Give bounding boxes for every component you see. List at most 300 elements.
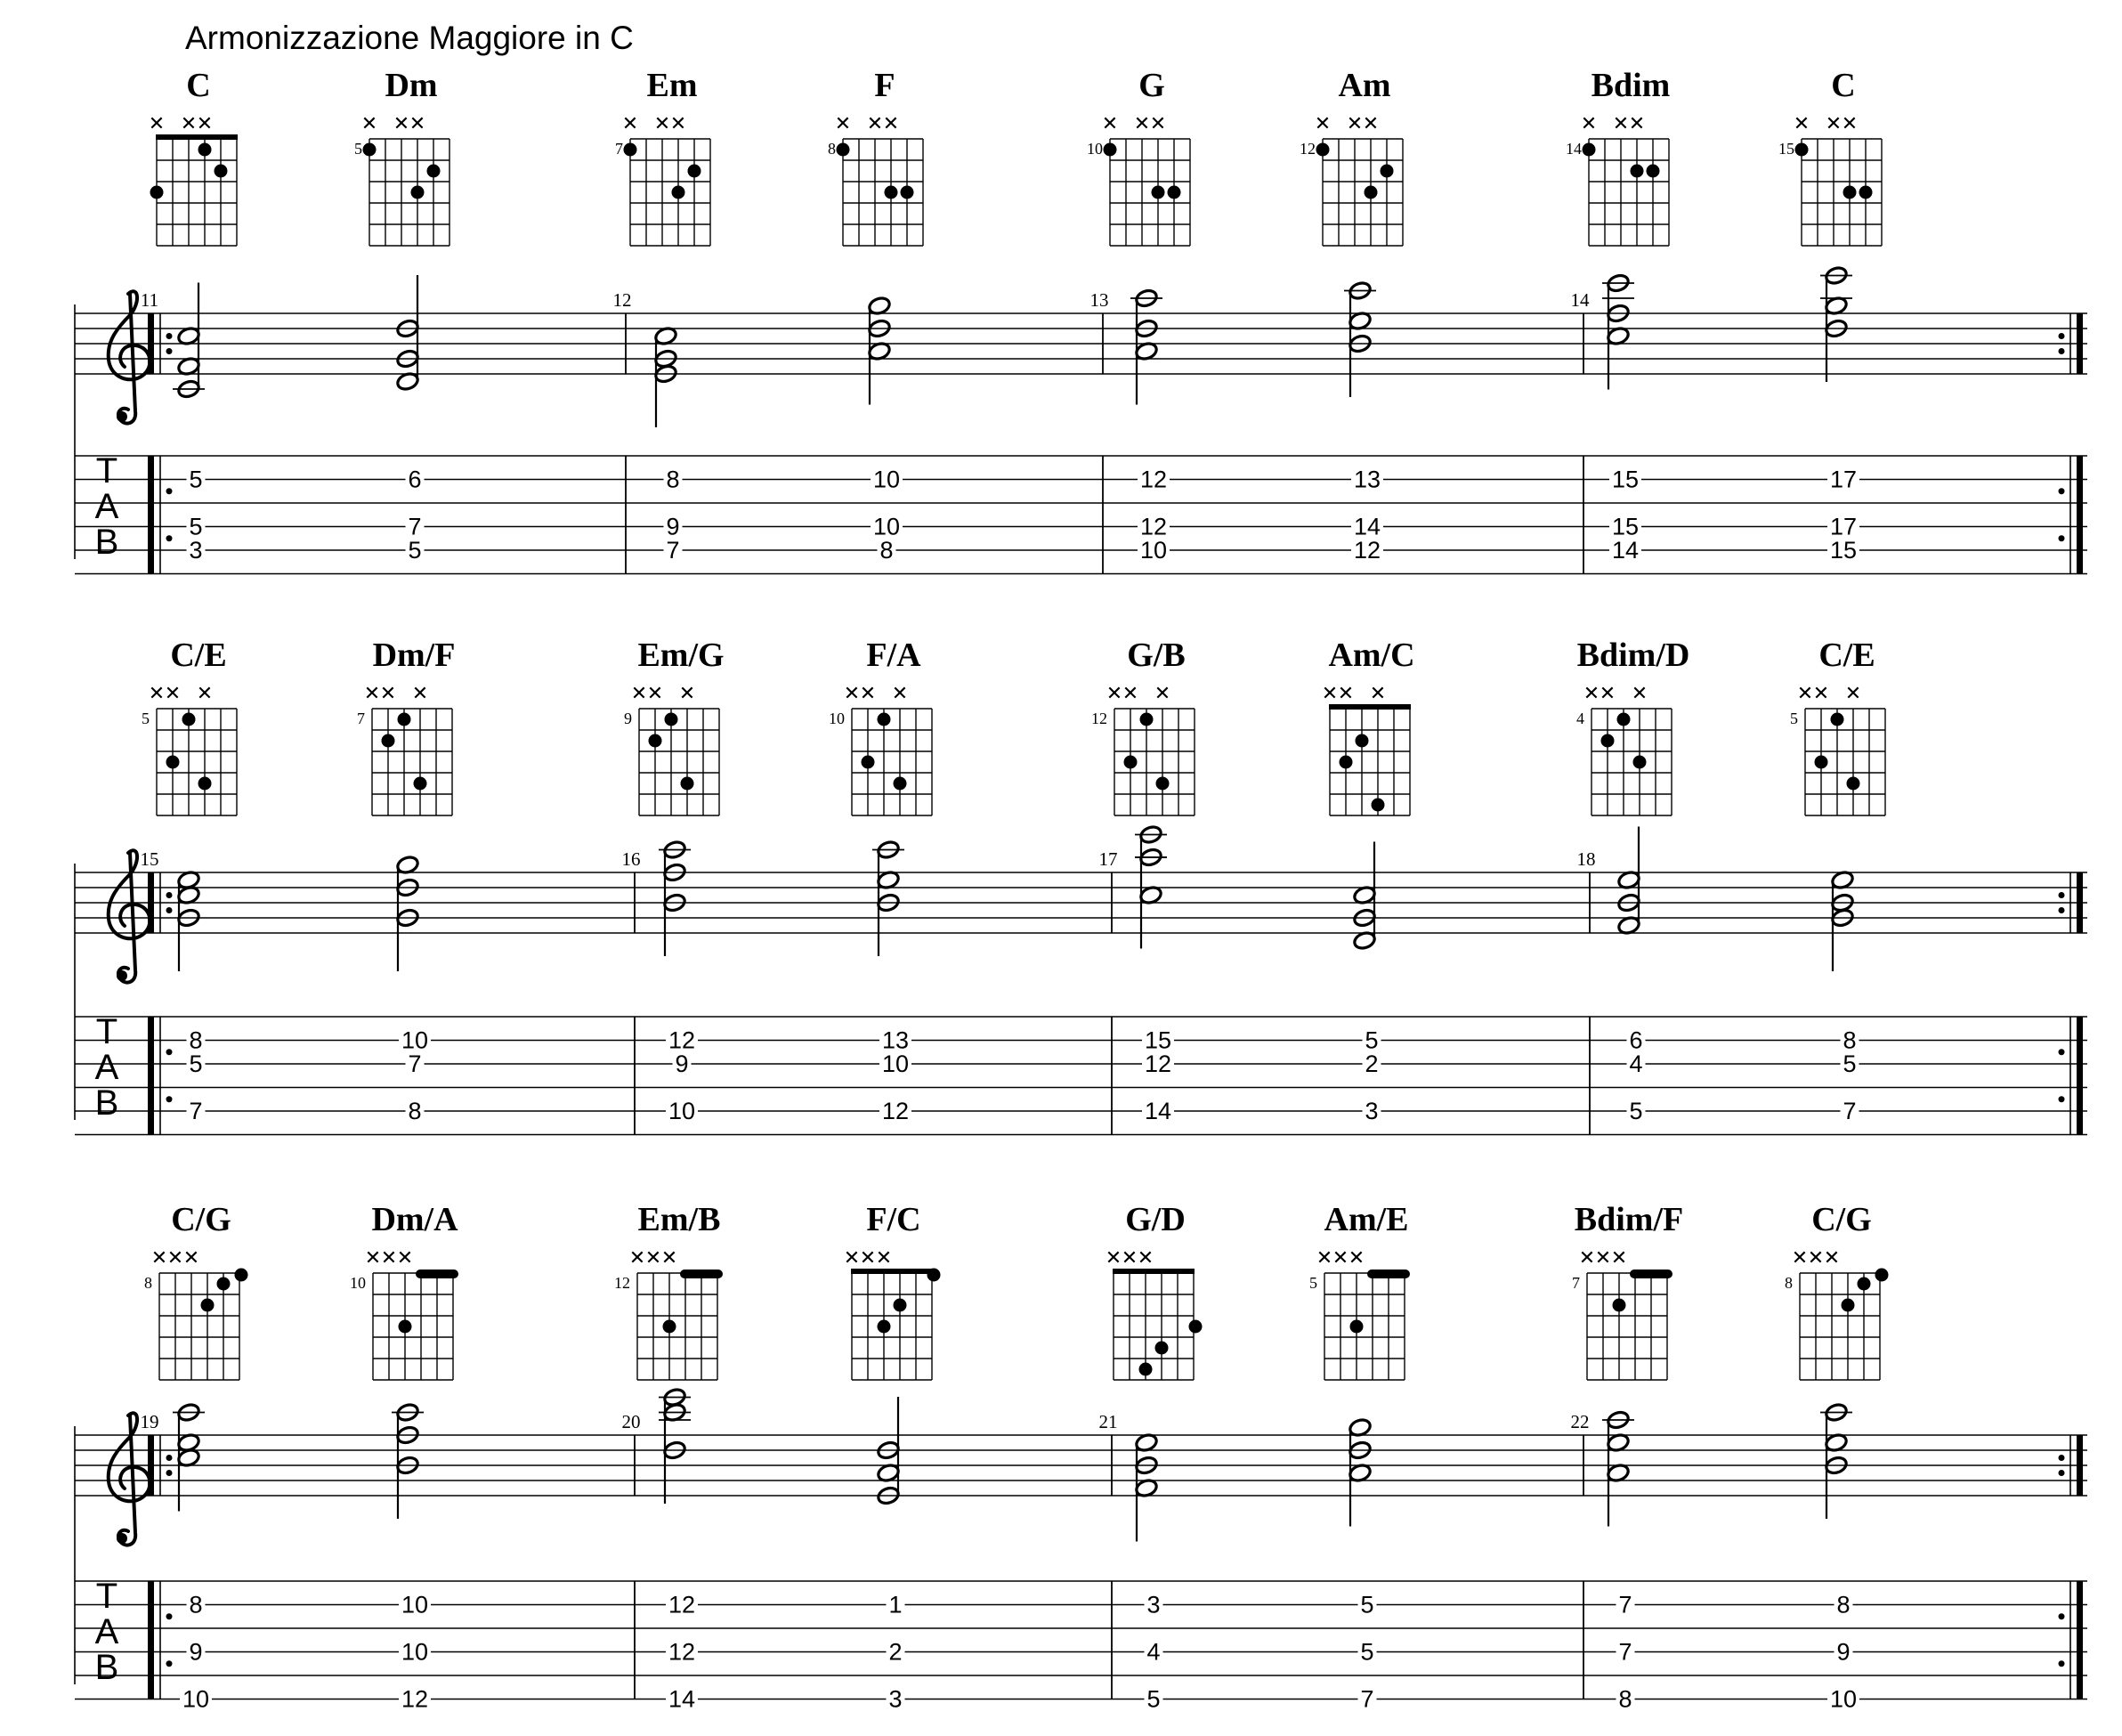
muted-string-icon: ✕ (180, 113, 198, 135)
finger-dot (235, 1269, 248, 1282)
fret-position: 8 (828, 140, 836, 158)
muted-string-icon: ✕ (644, 1247, 662, 1270)
muted-string-icon: ✕ (660, 1247, 678, 1270)
tab-clef-letter: B (94, 1083, 119, 1123)
fret-position: 9 (624, 710, 632, 727)
finger-dot (837, 143, 850, 157)
finger-dot (878, 1320, 891, 1334)
fret-position: 12 (1300, 140, 1316, 158)
finger-dot (1815, 756, 1828, 769)
measure-number: 12 (612, 289, 632, 311)
chord-notes (1135, 824, 1167, 948)
muted-string-icon: ✕ (1154, 683, 1171, 705)
chord-diagram-dm-over-a (350, 1201, 458, 1380)
muted-string-icon: ✕ (646, 683, 664, 705)
fret-position: 14 (1566, 140, 1582, 158)
tab-fret-number: 5 (189, 466, 203, 493)
chord-notes (1830, 870, 1854, 971)
treble-clef-icon (109, 1413, 150, 1545)
tab-fret-number: 8 (1618, 1685, 1632, 1713)
chord-name: C (186, 67, 211, 104)
half-note (1602, 1410, 1634, 1431)
chord-notes (1820, 265, 1852, 382)
muted-string-icon: ✕ (859, 1247, 877, 1270)
finger-dot (1356, 734, 1369, 748)
muted-string-icon: ✕ (628, 1247, 646, 1270)
half-note (659, 840, 691, 860)
tab-fret-number: 3 (1365, 1098, 1379, 1124)
measure-number: 17 (1098, 848, 1118, 870)
muted-string-icon: ✕ (360, 113, 378, 135)
tab-fret-number: 5 (1146, 1685, 1161, 1713)
tab-fret-number: 13 (881, 1026, 910, 1054)
repeat-dot (2059, 1455, 2065, 1461)
half-note (1820, 1402, 1852, 1423)
finger-dot (1617, 713, 1631, 726)
half-note (1344, 280, 1376, 301)
tab-fret-number: 12 (1144, 1051, 1172, 1077)
finger-dot (681, 777, 694, 791)
repeat-dot (166, 535, 173, 541)
muted-string-icon: ✕ (380, 1247, 398, 1270)
finger-dot (901, 186, 914, 199)
chord-diagram-f-over-c (844, 1201, 941, 1380)
chord-notes (1130, 288, 1162, 405)
tab-fret-number: 9 (666, 513, 680, 540)
chord-diagram-am-over-e (1309, 1201, 1410, 1380)
repeat-dot (166, 488, 173, 494)
muted-string-icon: ✕ (1137, 1247, 1154, 1270)
muted-string-icon: ✕ (1106, 683, 1123, 705)
chord-notes (659, 840, 691, 956)
tab-fret-number: 12 (1353, 537, 1381, 564)
tab-clef-letter: B (94, 1648, 119, 1687)
chord-name: Bdim (1591, 67, 1671, 104)
muted-string-icon: ✕ (678, 683, 696, 705)
chord-name: Dm (385, 67, 438, 104)
finger-dot (1365, 186, 1378, 199)
tab-fret-number: 7 (408, 1051, 422, 1077)
measure-number: 14 (1570, 289, 1590, 311)
fret-position: 5 (1309, 1274, 1317, 1292)
tab-fret-number: 9 (1836, 1638, 1851, 1666)
finger-dot (1140, 713, 1154, 726)
muted-string-icon: ✕ (396, 1247, 414, 1270)
measure-number: 19 (140, 1411, 159, 1432)
muted-string-icon: ✕ (164, 683, 182, 705)
tab-fret-number: 5 (1629, 1098, 1643, 1124)
muted-string-icon: ✕ (653, 113, 671, 135)
fret-position: 7 (1572, 1274, 1580, 1292)
tab-fret-number: 15 (1611, 466, 1640, 493)
finger-dot (1647, 165, 1660, 178)
finger-dot (1613, 1299, 1626, 1312)
fret-position: 8 (1785, 1274, 1793, 1292)
tab-fret-number: 8 (879, 537, 894, 564)
repeat-dot (2059, 488, 2065, 494)
system-1 (75, 67, 2087, 574)
muted-string-icon: ✕ (1594, 1247, 1612, 1270)
muted-string-icon: ✕ (1628, 113, 1646, 135)
tab-fret-number: 10 (401, 1638, 429, 1666)
finger-dot (398, 713, 411, 726)
muted-string-icon: ✕ (364, 1247, 382, 1270)
repeat-start-bar (148, 1581, 154, 1699)
repeat-end-bar (2077, 1017, 2083, 1135)
chord-notes (1348, 1417, 1372, 1526)
finger-dot (215, 165, 228, 178)
tab-fret-number: 14 (668, 1685, 696, 1713)
chord-name: G (1138, 67, 1165, 104)
chord-diagram-c-over-e (1790, 637, 1885, 815)
repeat-start-bar (148, 1017, 154, 1135)
tab-clef-letter: A (94, 1048, 119, 1087)
finger-dot (663, 1320, 676, 1334)
finger-dot (1601, 734, 1615, 748)
repeat-dot (166, 892, 173, 898)
muted-string-icon: ✕ (1122, 683, 1139, 705)
fret-position: 7 (357, 710, 365, 727)
chord-diagram-em (615, 67, 710, 246)
finger-dot (198, 777, 212, 791)
finger-dot (166, 756, 180, 769)
repeat-dot (2059, 907, 2065, 913)
repeat-dot (2059, 1613, 2065, 1619)
finger-dot (1858, 1278, 1871, 1291)
chord-diagram-c (149, 67, 238, 246)
repeat-dot (2059, 333, 2065, 339)
chord-diagram-f-over-a (829, 637, 932, 815)
repeat-dot (166, 907, 173, 913)
finger-dot (1795, 143, 1809, 157)
muted-string-icon: ✕ (1149, 113, 1167, 135)
muted-string-icon: ✕ (1332, 1247, 1349, 1270)
repeat-end-bar (2077, 872, 2083, 933)
chord-diagram-f (828, 67, 923, 246)
finger-dot (399, 1320, 412, 1334)
tab-fret-number: 14 (1353, 513, 1381, 540)
treble-clef-icon (109, 850, 150, 982)
muted-string-icon: ✕ (891, 683, 909, 705)
finger-dot (1843, 186, 1857, 199)
chord-name: C/G (1811, 1201, 1872, 1238)
chord-name: C (1831, 67, 1856, 104)
muted-string-icon: ✕ (1812, 683, 1830, 705)
chord-notes (173, 1402, 205, 1511)
finger-dot (894, 1299, 907, 1312)
fret-position: 5 (354, 140, 362, 158)
chord-name: Dm/A (371, 1201, 458, 1238)
finger-dot (927, 1269, 941, 1282)
finger-dot (1156, 777, 1170, 791)
muted-string-icon: ✕ (882, 113, 900, 135)
tab-fret-number: 5 (1360, 1638, 1374, 1666)
muted-string-icon: ✕ (148, 683, 166, 705)
finger-dot (894, 777, 907, 791)
repeat-dot (166, 1455, 173, 1461)
tab-fret-number: 4 (1146, 1638, 1161, 1666)
muted-string-icon: ✕ (1369, 683, 1387, 705)
finger-dot (414, 777, 427, 791)
tab-fret-number: 3 (1146, 1591, 1161, 1618)
finger-dot (862, 756, 875, 769)
finger-dot (1831, 713, 1844, 726)
tab-fret-number: 7 (1843, 1098, 1857, 1124)
muted-string-icon: ✕ (166, 1247, 184, 1270)
tab-fret-number: 2 (888, 1638, 903, 1666)
repeat-dot (166, 348, 173, 354)
tab-fret-number: 7 (666, 537, 680, 564)
tab-fret-number: 8 (666, 466, 680, 493)
muted-string-icon: ✕ (875, 1247, 893, 1270)
tab-fret-number: 12 (1139, 513, 1168, 540)
finger-dot (1189, 1320, 1203, 1334)
muted-string-icon: ✕ (1807, 1247, 1825, 1270)
muted-string-icon: ✕ (1825, 113, 1843, 135)
fret-position: 10 (829, 710, 845, 727)
tab-fret-number: 8 (1836, 1591, 1851, 1618)
chord-notes (653, 326, 677, 427)
tab-fret-number: 5 (189, 1051, 203, 1077)
muted-string-icon: ✕ (1631, 683, 1648, 705)
tab-fret-number: 7 (189, 1098, 203, 1124)
tab-fret-number: 12 (668, 1026, 696, 1054)
measure-number: 13 (1089, 289, 1109, 311)
tab-fret-number: 10 (401, 1591, 429, 1618)
chord-diagram-em-over-b (614, 1201, 723, 1380)
chord-notes (1602, 273, 1634, 390)
tab-fret-number: 12 (1139, 466, 1168, 493)
measure-number: 18 (1576, 848, 1596, 870)
fret-position: 10 (1087, 140, 1103, 158)
measure-number: 20 (621, 1411, 641, 1432)
repeat-end-bar (2077, 456, 2083, 574)
chord-name: F (874, 67, 895, 104)
chord-diagram-c-over-g (144, 1201, 248, 1380)
page-title: Armonizzazione Maggiore in C (185, 20, 634, 56)
tab-fret-number: 10 (881, 1051, 910, 1077)
chord-diagram-dm (354, 67, 450, 246)
chord-diagram-g (1087, 67, 1190, 246)
tab-clef-letter: T (95, 1577, 118, 1616)
chord-name: Em/B (637, 1201, 721, 1238)
chord-diagram-am (1300, 67, 1403, 246)
muted-string-icon: ✕ (393, 113, 410, 135)
chord-notes (173, 283, 205, 400)
fret-position: 4 (1576, 710, 1584, 727)
tab-staff (75, 1012, 2087, 1135)
tab-fret-number: 17 (1829, 513, 1858, 540)
finger-dot (878, 713, 891, 726)
tab-fret-number: 10 (182, 1685, 210, 1713)
repeat-start-bar (148, 872, 154, 933)
finger-dot (1340, 756, 1353, 769)
tab-fret-number: 15 (1829, 537, 1858, 564)
muted-string-icon: ✕ (1599, 683, 1616, 705)
muted-string-icon: ✕ (1316, 1247, 1333, 1270)
tab-fret-number: 5 (189, 513, 203, 540)
chord-diagram-g-over-b (1091, 637, 1195, 815)
muted-string-icon: ✕ (843, 683, 861, 705)
tab-fret-number: 12 (668, 1638, 696, 1666)
muted-string-icon: ✕ (1796, 683, 1814, 705)
chord-diagram-bdim-over-d (1576, 637, 1689, 815)
measure-number: 16 (621, 848, 641, 870)
chord-name: Bdim/F (1574, 1201, 1684, 1238)
repeat-dot (2059, 1096, 2065, 1102)
muted-string-icon: ✕ (630, 683, 648, 705)
tab-fret-number: 15 (1611, 513, 1640, 540)
finger-dot (688, 165, 701, 178)
repeat-dot (2059, 535, 2065, 541)
half-note (1602, 273, 1634, 294)
finger-dot (411, 186, 425, 199)
fret-position: 5 (142, 710, 150, 727)
chord-diagram-bdim-over-f (1572, 1201, 1683, 1380)
muted-string-icon: ✕ (621, 113, 639, 135)
muted-string-icon: ✕ (1362, 113, 1380, 135)
chord-name: Em (646, 67, 698, 104)
muted-string-icon: ✕ (363, 683, 381, 705)
tab-fret-number: 7 (1618, 1591, 1632, 1618)
tab-clef-letter: A (94, 487, 119, 526)
tab-fret-number: 8 (1843, 1026, 1857, 1054)
half-note (1130, 288, 1162, 309)
finger-dot (885, 186, 898, 199)
tab-fret-number: 1 (888, 1591, 903, 1618)
muted-string-icon: ✕ (148, 113, 166, 135)
tab-fret-number: 17 (1829, 466, 1858, 493)
finger-dot (1633, 756, 1647, 769)
system-2 (75, 637, 2087, 1135)
chord-name: F/A (866, 637, 921, 674)
finger-dot (649, 734, 662, 748)
tab-fret-number: 10 (1829, 1685, 1858, 1713)
muted-string-icon: ✕ (1314, 113, 1332, 135)
chord-notes (1352, 842, 1376, 951)
tab-fret-number: 8 (189, 1026, 203, 1054)
muted-string-icon: ✕ (1578, 1247, 1596, 1270)
half-note (872, 840, 904, 860)
chord-name: Am/E (1324, 1201, 1409, 1238)
muted-string-icon: ✕ (1321, 683, 1339, 705)
chord-name: G/D (1125, 1201, 1186, 1238)
finger-dot (1875, 1269, 1889, 1282)
half-note (392, 1402, 424, 1423)
muted-string-icon: ✕ (1841, 113, 1859, 135)
repeat-start-bar (148, 313, 154, 374)
muted-string-icon: ✕ (411, 683, 429, 705)
muted-string-icon: ✕ (834, 113, 852, 135)
measure-number: 11 (140, 289, 159, 311)
chord-name: G/B (1127, 637, 1186, 674)
finger-dot (382, 734, 395, 748)
repeat-dot (2059, 1049, 2065, 1055)
tab-fret-number: 7 (408, 513, 422, 540)
tab-fret-number: 5 (1360, 1591, 1374, 1618)
half-note (1135, 848, 1167, 868)
repeat-dot (2059, 1660, 2065, 1667)
finger-dot (217, 1278, 231, 1291)
finger-dot (1847, 777, 1860, 791)
chord-notes (659, 1387, 691, 1504)
chord-diagram-g-over-d (1106, 1201, 1203, 1380)
muted-string-icon: ✕ (669, 113, 687, 135)
measure-number: 22 (1570, 1411, 1590, 1432)
chord-diagram-am-over-c (1322, 637, 1415, 815)
fret-position: 5 (1790, 710, 1798, 727)
tab-fret-number: 5 (408, 537, 422, 564)
repeat-end-bar (2077, 1581, 2083, 1699)
tab-fret-number: 8 (189, 1591, 203, 1618)
staff (75, 1387, 2087, 1545)
chord-notes (1134, 1432, 1158, 1541)
tab-fret-number: 9 (189, 1638, 203, 1666)
tab-fret-number: 14 (1611, 537, 1640, 564)
chord-notes (392, 1402, 424, 1519)
half-note (173, 1402, 205, 1423)
finger-dot (1381, 165, 1394, 178)
finger-dot (1842, 1299, 1855, 1312)
tab-fret-number: 12 (668, 1591, 696, 1618)
finger-dot (1859, 186, 1873, 199)
system-3 (75, 1201, 2087, 1713)
finger-dot (150, 186, 164, 199)
chord-name: C/E (1818, 637, 1875, 674)
chord-diagram-c-over-g (1785, 1201, 1889, 1380)
finger-dot (1631, 165, 1644, 178)
fret-position: 10 (350, 1274, 366, 1292)
muted-string-icon: ✕ (1791, 1247, 1809, 1270)
tab-fret-number: 3 (888, 1685, 903, 1713)
muted-string-icon: ✕ (1121, 1247, 1138, 1270)
fret-position: 12 (614, 1274, 630, 1292)
repeat-start-bar (148, 456, 154, 574)
chord-diagram-dm-over-f (357, 637, 455, 815)
finger-dot (672, 186, 685, 199)
chord-name: Am (1338, 67, 1391, 104)
repeat-end-bar (2077, 1435, 2083, 1496)
muted-string-icon: ✕ (150, 1247, 168, 1270)
tab-fret-number: 12 (401, 1685, 429, 1713)
chord-name: Bdim/D (1576, 637, 1690, 674)
finger-dot (1316, 143, 1330, 157)
chord-notes (867, 296, 891, 404)
tab-fret-number: 10 (872, 466, 901, 493)
tab-fret-number: 10 (1139, 537, 1168, 564)
half-note (1135, 824, 1167, 845)
tab-fret-number: 8 (408, 1098, 422, 1124)
tab-fret-number: 13 (1353, 466, 1381, 493)
repeat-dot (166, 333, 173, 339)
staff (75, 824, 2087, 983)
finger-dot (1124, 756, 1138, 769)
tab-fret-number: 3 (189, 537, 203, 564)
chord-name: C/G (171, 1201, 231, 1238)
repeat-dot (166, 1660, 173, 1667)
chord-diagram-em-over-g (624, 637, 725, 815)
half-note (1820, 265, 1852, 286)
repeat-dot (166, 1049, 173, 1055)
chord-name: Dm/F (372, 637, 456, 674)
finger-dot (198, 143, 212, 157)
muted-string-icon: ✕ (379, 683, 397, 705)
repeat-dot (166, 1470, 173, 1476)
fret-position: 8 (144, 1274, 152, 1292)
barre (1630, 1270, 1672, 1278)
muted-string-icon: ✕ (843, 1247, 861, 1270)
muted-string-icon: ✕ (182, 1247, 200, 1270)
